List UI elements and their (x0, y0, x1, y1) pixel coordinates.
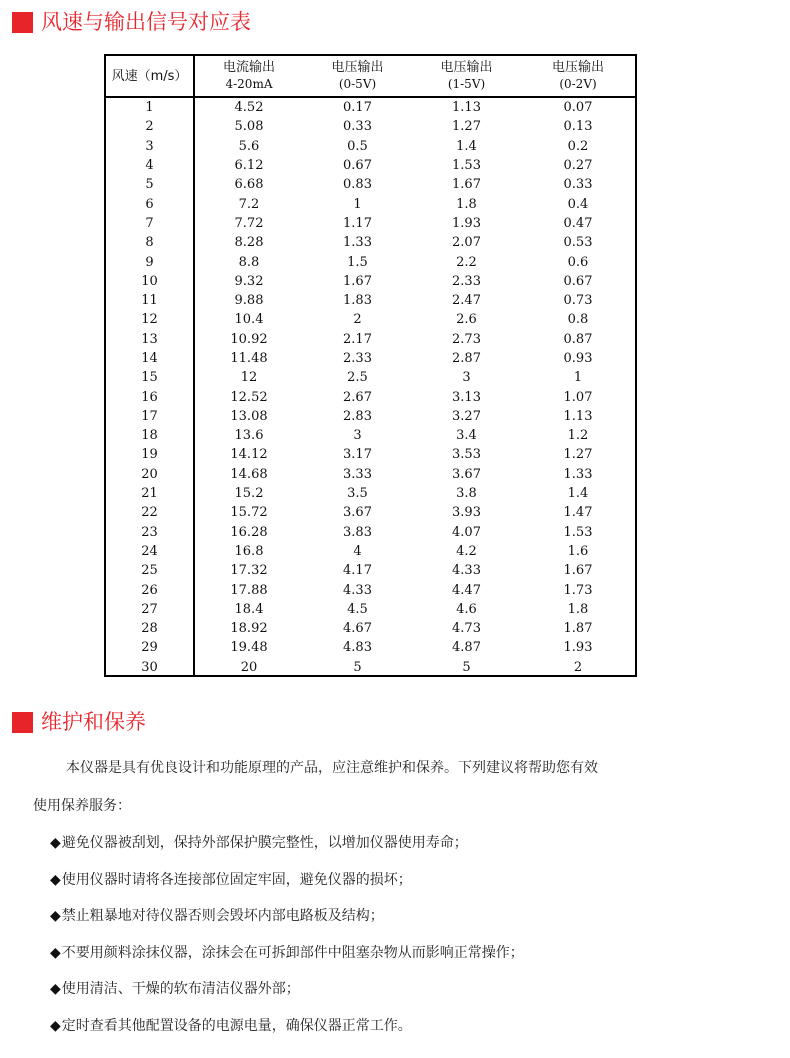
table-cell: 22 (106, 503, 194, 522)
bullet-item (50, 905, 384, 925)
table-row (106, 272, 635, 291)
table-cell: 5 (353, 659, 362, 675)
table-cell: 7 (106, 214, 194, 233)
table-cell: 0.67 (343, 158, 372, 174)
table-cell: 16.8 (234, 543, 264, 559)
table-cell: 1.4 (567, 486, 589, 502)
table-cell: 10.4 (234, 312, 264, 328)
table-cell: 2.83 (343, 408, 372, 424)
table-cell: 28 (106, 619, 194, 638)
table-cell: 2 (106, 117, 194, 136)
table-cell: 0.2 (567, 138, 589, 154)
table-cell: 18.4 (234, 601, 264, 617)
table-body (106, 97, 635, 677)
table-cell: 1.07 (563, 389, 593, 405)
table-cell: 17.88 (230, 582, 268, 598)
table-cell: 1.8 (567, 601, 589, 617)
table-cell: 7.72 (234, 215, 264, 231)
table-cell: 9.88 (234, 293, 264, 309)
table-cell: 13 (106, 330, 194, 349)
table-header-cell (412, 56, 521, 97)
table-cell: 3.67 (452, 466, 481, 482)
table-cell: 3 (462, 370, 471, 386)
table-cell: 3.33 (343, 466, 372, 482)
table-cell: 3.83 (343, 524, 372, 540)
table-cell: 0.67 (563, 273, 593, 289)
table-cell: 0.83 (343, 177, 372, 193)
table-row (106, 137, 635, 156)
table-cell: 16.28 (230, 524, 268, 540)
table-cell: 1.67 (343, 273, 372, 289)
section-title-text: 风速与输出信号对应表 (41, 10, 251, 34)
table-row (106, 465, 635, 484)
red-square-marker-icon (12, 712, 33, 733)
table-cell: 5 (106, 175, 194, 194)
table-cell: 1.13 (563, 408, 593, 424)
table-header-cell (106, 56, 194, 97)
table-cell: 4.33 (452, 563, 481, 579)
table-cell: 4.2 (456, 543, 477, 559)
table-cell: 8.8 (238, 254, 260, 270)
table-row (106, 638, 635, 657)
table-cell: 2.33 (452, 273, 481, 289)
table-row (106, 156, 635, 175)
table-cell: 3.17 (343, 447, 372, 463)
table-row (106, 523, 635, 542)
table-cell: 17 (106, 407, 194, 426)
table-row (106, 194, 635, 213)
diamond-bullet-icon: ◆ (50, 871, 61, 888)
table-cell: 4.6 (456, 601, 477, 617)
table-row (106, 175, 635, 194)
table-cell: 1.8 (456, 196, 477, 212)
table-cell: 11.48 (230, 351, 268, 366)
table-cell: 16 (106, 387, 194, 406)
table-cell: 2.67 (343, 389, 372, 405)
table-cell: 4.87 (452, 640, 481, 656)
table-row (106, 97, 635, 117)
section-title-maintenance (12, 710, 146, 734)
table-cell: 0.07 (563, 100, 593, 116)
table-row (106, 619, 635, 638)
table-cell: 0.93 (563, 351, 593, 366)
bullet-text: 避免仪器被刮划，保持外部保护膜完整性，以增加仪器使用寿命； (61, 835, 468, 851)
bullet-item (50, 942, 524, 962)
table-cell: 2 (573, 659, 583, 675)
table-header-cell (303, 56, 412, 97)
table-cell: 6 (106, 194, 194, 213)
bullet-text: 禁止粗暴地对待仪器否则会毁坏内部电路板及结构； (61, 908, 384, 924)
wind-speed-table (106, 56, 635, 677)
table-cell: 1.67 (452, 177, 481, 193)
table-cell: 5.08 (234, 119, 264, 135)
table-cell: 1.33 (563, 466, 593, 482)
table-cell: 1 (573, 370, 583, 386)
table-cell: 2.5 (347, 370, 368, 386)
table-cell: 4.67 (343, 621, 372, 637)
header-unit: (0-2V) (559, 77, 597, 91)
table-row (106, 658, 635, 677)
table-row (106, 600, 635, 619)
table-cell: 4 (353, 543, 362, 559)
table-cell: 13.6 (234, 428, 264, 444)
table-cell: 0.6 (567, 254, 589, 270)
table-cell: 30 (106, 658, 194, 677)
bullet-text: 使用清洁、干燥的软布清洁仪器外部； (61, 981, 300, 997)
table-cell: 23 (106, 523, 194, 542)
diamond-bullet-icon: ◆ (50, 908, 61, 924)
bullet-item (50, 1015, 412, 1035)
table-cell: 3 (353, 428, 362, 444)
table-cell: 0.8 (567, 312, 589, 328)
table-row (106, 368, 635, 387)
table-cell: 2.2 (456, 254, 477, 270)
table-cell: 0.33 (563, 177, 593, 193)
table-cell: 18 (106, 426, 194, 445)
table-cell: 8 (106, 233, 194, 252)
table-cell: 0.53 (563, 235, 593, 251)
bullet-item (50, 832, 468, 852)
diamond-bullet-icon: ◆ (50, 981, 61, 997)
table-cell: 3.5 (347, 486, 368, 502)
table-row (106, 503, 635, 522)
header-unit: (0-5V) (338, 77, 377, 91)
table-cell: 1.13 (452, 100, 481, 116)
table-cell: 15.2 (234, 486, 264, 502)
table-cell: 2.07 (452, 235, 481, 251)
intro-paragraph-line-1: 本仪器是具有优良设计和功能原理的产品，应注意维护和保养。下列建议将帮助您有效 (66, 760, 598, 776)
diamond-bullet-icon: ◆ (50, 1017, 61, 1034)
table-cell: 11 (106, 291, 194, 310)
table-cell: 0.73 (563, 293, 593, 309)
table-cell: 2.6 (456, 312, 477, 328)
table-cell: 25 (106, 561, 194, 580)
table-cell: 0.4 (567, 196, 589, 212)
table-cell: 2.33 (343, 351, 372, 366)
table-cell: 1.87 (563, 621, 593, 637)
table-cell: 0.87 (563, 331, 593, 347)
table-cell: 14 (106, 349, 194, 368)
table-cell: 2 (353, 312, 362, 328)
table-cell: 1.73 (563, 582, 593, 598)
table-cell: 2.47 (452, 293, 481, 309)
table-cell: 3.8 (456, 486, 477, 502)
table-row (106, 407, 635, 426)
red-square-marker-icon (12, 12, 33, 33)
header-unit: 4-20mA (225, 77, 273, 91)
table-cell: 21 (106, 484, 194, 503)
table-cell: 12 (106, 310, 194, 329)
table-row (106, 580, 635, 599)
table-cell: 3.13 (452, 389, 481, 405)
table-cell: 3.93 (452, 505, 481, 521)
table-cell: 15 (106, 368, 194, 387)
table-row (106, 310, 635, 329)
bullet-item (50, 978, 300, 998)
table-cell: 4.47 (452, 582, 481, 598)
diamond-bullet-icon: ◆ (50, 835, 61, 851)
header-unit: (1-5V) (447, 77, 486, 91)
table-cell: 4.07 (452, 524, 481, 540)
table-cell: 0.33 (343, 119, 372, 135)
table-cell: 9.32 (234, 273, 264, 289)
table-cell: 0.27 (563, 158, 593, 174)
table-cell: 2.17 (343, 331, 372, 347)
table-cell: 1.67 (563, 563, 593, 579)
table-row (106, 387, 635, 406)
table-row (106, 426, 635, 445)
header-label: 电压输出 (331, 60, 384, 75)
table-row (106, 252, 635, 271)
table-cell: 14.12 (230, 447, 268, 463)
header-label: 电流输出 (222, 60, 275, 75)
table-row (106, 117, 635, 136)
table-cell: 1 (106, 97, 194, 117)
table-cell: 15.72 (230, 505, 268, 521)
header-label: 电压输出 (551, 60, 604, 75)
table-cell: 1.93 (452, 215, 481, 231)
table-cell: 4 (106, 156, 194, 175)
table-cell: 1 (353, 196, 362, 212)
table-cell: 3 (106, 137, 194, 156)
table-cell: 1.4 (456, 138, 477, 154)
table-cell: 27 (106, 600, 194, 619)
table-cell: 19 (106, 445, 194, 464)
table-cell: 4.33 (343, 582, 372, 598)
header-label: 风速（m/s） (111, 68, 188, 84)
table-cell: 18.92 (230, 621, 268, 637)
table-cell: 4.5 (347, 601, 368, 617)
table-header-cell (194, 56, 303, 97)
table-cell: 1.2 (567, 428, 589, 444)
wind-speed-table-container (104, 54, 637, 677)
table-header-cell (521, 56, 635, 97)
table-cell: 1.6 (567, 543, 589, 559)
table-cell: 3.27 (452, 408, 481, 424)
table-cell: 1.47 (563, 505, 593, 521)
table-cell: 19.48 (230, 640, 268, 656)
table-cell: 6.68 (234, 177, 264, 193)
table-cell: 1.5 (347, 254, 368, 270)
table-cell: 0.13 (563, 119, 593, 135)
section-title-wind-table (12, 10, 251, 34)
table-cell: 9 (106, 252, 194, 271)
table-cell: 0.17 (343, 100, 372, 116)
table-cell: 1.83 (343, 293, 372, 309)
table-cell: 4.73 (452, 621, 481, 637)
section-title-text: 维护和保养 (41, 710, 146, 734)
table-cell: 24 (106, 542, 194, 561)
table-cell: 13.08 (230, 408, 268, 424)
bullet-item (50, 869, 412, 889)
table-row (106, 542, 635, 561)
table-row (106, 330, 635, 349)
table-row (106, 484, 635, 503)
table-header-row (106, 56, 635, 97)
table-cell: 4.17 (343, 563, 372, 579)
table-cell: 29 (106, 638, 194, 657)
table-cell: 3.67 (343, 505, 372, 521)
bullet-text: 不要用颜料涂抹仪器，涂抹会在可拆卸部件中阻塞杂物从而影响正常操作； (61, 944, 524, 961)
bullet-text: 定时查看其他配置设备的电源电量，确保仪器正常工作。 (61, 1017, 412, 1034)
table-cell: 12.52 (230, 389, 268, 405)
table-cell: 17.32 (230, 563, 268, 579)
table-cell: 5.6 (238, 138, 260, 154)
table-cell: 26 (106, 580, 194, 599)
table-row (106, 291, 635, 310)
table-cell: 3.4 (456, 428, 477, 444)
table-cell: 14.68 (230, 466, 268, 482)
table-cell: 6.12 (234, 158, 264, 174)
table-cell: 5 (462, 659, 471, 675)
bullet-text: 使用仪器时请将各连接部位固定牢固，避免仪器的损坏； (61, 871, 412, 888)
table-cell: 1.27 (452, 119, 481, 135)
table-cell: 12 (240, 370, 258, 386)
table-cell: 0.47 (563, 215, 593, 231)
table-cell: 0.5 (347, 138, 368, 154)
table-row (106, 214, 635, 233)
header-label: 电压输出 (440, 60, 493, 75)
table-row (106, 445, 635, 464)
table-row (106, 561, 635, 580)
table-cell: 10 (106, 272, 194, 291)
table-cell: 20 (240, 659, 258, 675)
table-cell: 1.27 (563, 447, 593, 463)
table-cell: 8.28 (234, 235, 264, 251)
table-cell: 3.53 (452, 447, 481, 463)
table-cell: 1.53 (563, 524, 593, 540)
intro-paragraph-line-2: 使用保养服务： (33, 798, 131, 814)
table-cell: 7.2 (238, 196, 260, 212)
table-cell: 2.73 (452, 331, 481, 347)
table-cell: 10.92 (230, 331, 268, 347)
table-cell: 1.33 (343, 235, 372, 251)
table-cell: 4.83 (343, 640, 372, 656)
diamond-bullet-icon: ◆ (50, 944, 61, 961)
table-row (106, 349, 635, 368)
table-cell: 20 (106, 465, 194, 484)
table-cell: 1.53 (452, 158, 481, 174)
table-cell: 2.87 (452, 351, 481, 366)
table-cell: 4.52 (234, 100, 264, 116)
table-cell: 1.93 (563, 640, 593, 656)
table-cell: 1.17 (343, 215, 372, 231)
table-row (106, 233, 635, 252)
